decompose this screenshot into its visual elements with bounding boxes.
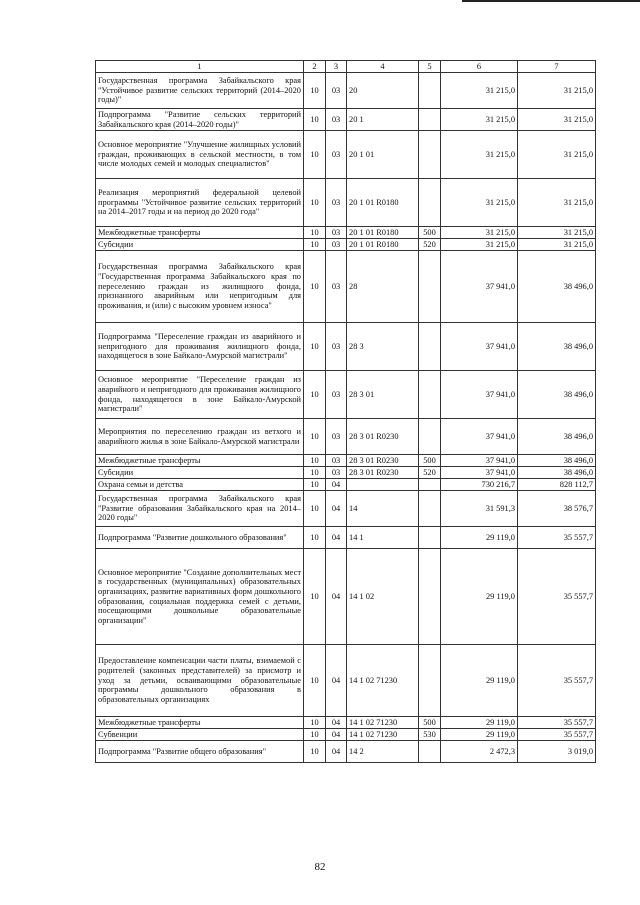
cell-name: Межбюджетные трансферты [96, 717, 304, 729]
cell-subsection: 03 [326, 323, 347, 371]
cell-amount-2: 31 215,0 [518, 131, 596, 179]
cell-amount-2: 31 215,0 [518, 239, 596, 251]
cell-section: 10 [304, 179, 326, 227]
cell-target-article: 14 2 [347, 741, 419, 763]
cell-amount-1: 31 215,0 [441, 73, 518, 109]
cell-expense-type [419, 419, 441, 455]
cell-expense-type: 530 [419, 729, 441, 741]
cell-section: 10 [304, 251, 326, 323]
cell-subsection: 03 [326, 179, 347, 227]
cell-subsection: 03 [326, 239, 347, 251]
cell-amount-1: 31 215,0 [441, 109, 518, 131]
table-row [96, 179, 596, 227]
cell-amount-1: 31 215,0 [441, 239, 518, 251]
cell-amount-2: 31 215,0 [518, 179, 596, 227]
cell-subsection: 03 [326, 455, 347, 467]
table-row [96, 741, 596, 763]
cell-name: Государственная программа Забайкальского края "Государственная программа Забайкальского края по переселению граждан из жилищного фонда, признанного аварийным или непригодным для проживания, и (или) с высоким уровнем износа" [96, 251, 304, 323]
cell-target-article: 14 1 02 71230 [347, 717, 419, 729]
table-row [96, 455, 596, 467]
cell-amount-1: 37 941,0 [441, 323, 518, 371]
cell-name: Государственная программа Забайкальского края "Устойчивое развитие сельских территорий (2014–2020 годы)" [96, 73, 304, 109]
cell-name: Подпрограмма "Развитие сельских территорий Забайкальского края (2014–2020 годы)" [96, 109, 304, 131]
cell-amount-1: 29 119,0 [441, 527, 518, 549]
cell-amount-2: 31 215,0 [518, 73, 596, 109]
cell-expense-type [419, 491, 441, 527]
cell-target-article: 20 1 [347, 109, 419, 131]
cell-amount-1: 37 941,0 [441, 455, 518, 467]
cell-section: 10 [304, 323, 326, 371]
cell-name: Подпрограмма "Развитие общего образования" [96, 741, 304, 763]
table-row [96, 717, 596, 729]
cell-amount-2: 38 496,0 [518, 467, 596, 479]
cell-name: Основное мероприятие "Создание дополнительных мест в государственных (муниципальных) образовательных организациях, развитие вариативных форм дошкольного образования, социальная поддержка семей с детьми, посещающими дошкольные образовательные организации" [96, 549, 304, 645]
header-col-5: 5 [419, 61, 441, 73]
cell-expense-type: 500 [419, 717, 441, 729]
cell-name: Подпрограмма "Переселение граждан из аварийного и непригодного для проживания жилищного фонда, находящегося в зоне Байкало-Амурской магистрали" [96, 323, 304, 371]
cell-subsection: 03 [326, 371, 347, 419]
cell-section: 10 [304, 467, 326, 479]
cell-name: Субвенции [96, 729, 304, 741]
cell-expense-type [419, 549, 441, 645]
cell-target-article: 14 [347, 491, 419, 527]
cell-expense-type: 520 [419, 239, 441, 251]
cell-name: Подпрограмма "Развитие дошкольного образования" [96, 527, 304, 549]
header-col-4: 4 [347, 61, 419, 73]
cell-section: 10 [304, 479, 326, 491]
cell-target-article: 28 [347, 251, 419, 323]
cell-name: Основное мероприятие "Улучшение жилищных условий граждан, проживающих в сельской местности, в том числе молодых семей и молодых специалистов" [96, 131, 304, 179]
cell-amount-1: 37 941,0 [441, 251, 518, 323]
cell-target-article: 28 3 01 R0230 [347, 455, 419, 467]
cell-amount-1: 31 215,0 [441, 227, 518, 239]
table-row [96, 479, 596, 491]
cell-amount-2: 3 019,0 [518, 741, 596, 763]
cell-section: 10 [304, 239, 326, 251]
cell-subsection: 03 [326, 467, 347, 479]
cell-expense-type: 500 [419, 455, 441, 467]
cell-target-article: 14 1 02 71230 [347, 645, 419, 717]
table-row [96, 729, 596, 741]
table-row [96, 109, 596, 131]
cell-name: Предоставление компенсации части платы, взимаемой с родителей (законных представителей) за присмотр и уход за детьми, осваивающими образовательные программы дошкольного образования в образовательных организациях [96, 645, 304, 717]
table-row [96, 419, 596, 455]
cell-amount-2: 38 496,0 [518, 323, 596, 371]
header-col-3: 3 [326, 61, 347, 73]
cell-subsection: 03 [326, 227, 347, 239]
cell-subsection: 04 [326, 729, 347, 741]
cell-amount-1: 31 591,3 [441, 491, 518, 527]
header-col-2: 2 [304, 61, 326, 73]
cell-name: Охрана семьи и детства [96, 479, 304, 491]
cell-subsection: 04 [326, 527, 347, 549]
cell-target-article: 14 1 02 [347, 549, 419, 645]
table-row [96, 227, 596, 239]
cell-amount-2: 38 576,7 [518, 491, 596, 527]
cell-amount-2: 35 557,7 [518, 549, 596, 645]
cell-amount-2: 35 557,7 [518, 729, 596, 741]
cell-amount-2: 38 496,0 [518, 419, 596, 455]
table-row [96, 467, 596, 479]
cell-subsection: 03 [326, 251, 347, 323]
cell-target-article: 28 3 01 R0230 [347, 419, 419, 455]
cell-amount-1: 29 119,0 [441, 549, 518, 645]
table-row [96, 323, 596, 371]
cell-name: Субсидии [96, 239, 304, 251]
cell-amount-1: 31 215,0 [441, 131, 518, 179]
table-row [96, 491, 596, 527]
budget-table [95, 60, 596, 763]
table-row [96, 251, 596, 323]
cell-subsection: 04 [326, 645, 347, 717]
cell-name: Государственная программа Забайкальского края "Развитие образования Забайкальского края на 2014–2020 годы" [96, 491, 304, 527]
cell-target-article: 28 3 [347, 323, 419, 371]
cell-subsection: 04 [326, 741, 347, 763]
table-row [96, 549, 596, 645]
cell-target-article: 14 1 02 71230 [347, 729, 419, 741]
cell-section: 10 [304, 419, 326, 455]
cell-name: Субсидии [96, 467, 304, 479]
cell-expense-type: 520 [419, 467, 441, 479]
cell-amount-1: 37 941,0 [441, 371, 518, 419]
cell-section: 10 [304, 491, 326, 527]
cell-amount-2: 38 496,0 [518, 371, 596, 419]
cell-section: 10 [304, 109, 326, 131]
cell-section: 10 [304, 729, 326, 741]
table-row [96, 371, 596, 419]
cell-amount-1: 29 119,0 [441, 645, 518, 717]
cell-subsection: 03 [326, 109, 347, 131]
cell-section: 10 [304, 73, 326, 109]
header-row [96, 61, 596, 73]
cell-section: 10 [304, 717, 326, 729]
cell-expense-type [419, 179, 441, 227]
table-row [96, 131, 596, 179]
cell-subsection: 03 [326, 131, 347, 179]
cell-section: 10 [304, 227, 326, 239]
cell-amount-1: 37 941,0 [441, 467, 518, 479]
cell-subsection: 03 [326, 419, 347, 455]
cell-section: 10 [304, 741, 326, 763]
cell-amount-1: 29 119,0 [441, 729, 518, 741]
cell-expense-type [419, 645, 441, 717]
cell-target-article [347, 479, 419, 491]
cell-amount-2: 35 557,7 [518, 527, 596, 549]
cell-expense-type [419, 131, 441, 179]
cell-subsection: 04 [326, 491, 347, 527]
cell-subsection: 03 [326, 73, 347, 109]
cell-section: 10 [304, 371, 326, 419]
table-row [96, 527, 596, 549]
table-row [96, 239, 596, 251]
cell-name: Межбюджетные трансферты [96, 227, 304, 239]
cell-amount-2: 31 215,0 [518, 227, 596, 239]
cell-section: 10 [304, 549, 326, 645]
cell-expense-type [419, 109, 441, 131]
cell-expense-type [419, 741, 441, 763]
cell-amount-1: 730 216,7 [441, 479, 518, 491]
cell-expense-type [419, 323, 441, 371]
cell-target-article: 20 [347, 73, 419, 109]
cell-section: 10 [304, 455, 326, 467]
cell-expense-type: 500 [419, 227, 441, 239]
table-row [96, 73, 596, 109]
cell-amount-2: 828 112,7 [518, 479, 596, 491]
cell-amount-2: 31 215,0 [518, 109, 596, 131]
cell-expense-type [419, 527, 441, 549]
top-rule [462, 0, 640, 2]
cell-target-article: 20 1 01 R0180 [347, 239, 419, 251]
cell-subsection: 04 [326, 549, 347, 645]
cell-amount-2: 38 496,0 [518, 251, 596, 323]
cell-name: Основное мероприятие "Переселение граждан из аварийного и непригодного для проживания жилищного фонда, находящегося в зоне Байкало-Амурской магистрали" [96, 371, 304, 419]
cell-target-article: 28 3 01 [347, 371, 419, 419]
cell-amount-1: 31 215,0 [441, 179, 518, 227]
cell-name: Межбюджетные трансферты [96, 455, 304, 467]
cell-amount-1: 29 119,0 [441, 717, 518, 729]
cell-amount-2: 35 557,7 [518, 717, 596, 729]
header-col-7: 7 [518, 61, 596, 73]
cell-amount-1: 2 472,3 [441, 741, 518, 763]
cell-target-article: 28 3 01 R0230 [347, 467, 419, 479]
cell-amount-2: 35 557,7 [518, 645, 596, 717]
cell-target-article: 20 1 01 [347, 131, 419, 179]
cell-expense-type [419, 371, 441, 419]
cell-amount-1: 37 941,0 [441, 419, 518, 455]
cell-section: 10 [304, 645, 326, 717]
cell-target-article: 20 1 01 R0180 [347, 227, 419, 239]
cell-subsection: 04 [326, 717, 347, 729]
header-col-6: 6 [441, 61, 518, 73]
header-col-1: 1 [96, 61, 304, 73]
cell-subsection: 04 [326, 479, 347, 491]
cell-name: Мероприятия по переселению граждан из ветхого и аварийного жилья в зоне Байкало-Амурской магистрали [96, 419, 304, 455]
cell-expense-type [419, 73, 441, 109]
cell-section: 10 [304, 527, 326, 549]
cell-section: 10 [304, 131, 326, 179]
cell-amount-2: 38 496,0 [518, 455, 596, 467]
page-number: 82 [314, 861, 326, 873]
cell-target-article: 20 1 01 R0180 [347, 179, 419, 227]
table-row [96, 645, 596, 717]
cell-expense-type [419, 479, 441, 491]
cell-target-article: 14 1 [347, 527, 419, 549]
cell-expense-type [419, 251, 441, 323]
cell-name: Реализация мероприятий федеральной целевой программы "Устойчивое развитие сельских территорий на 2014–2017 годы и на период до 2020 года" [96, 179, 304, 227]
